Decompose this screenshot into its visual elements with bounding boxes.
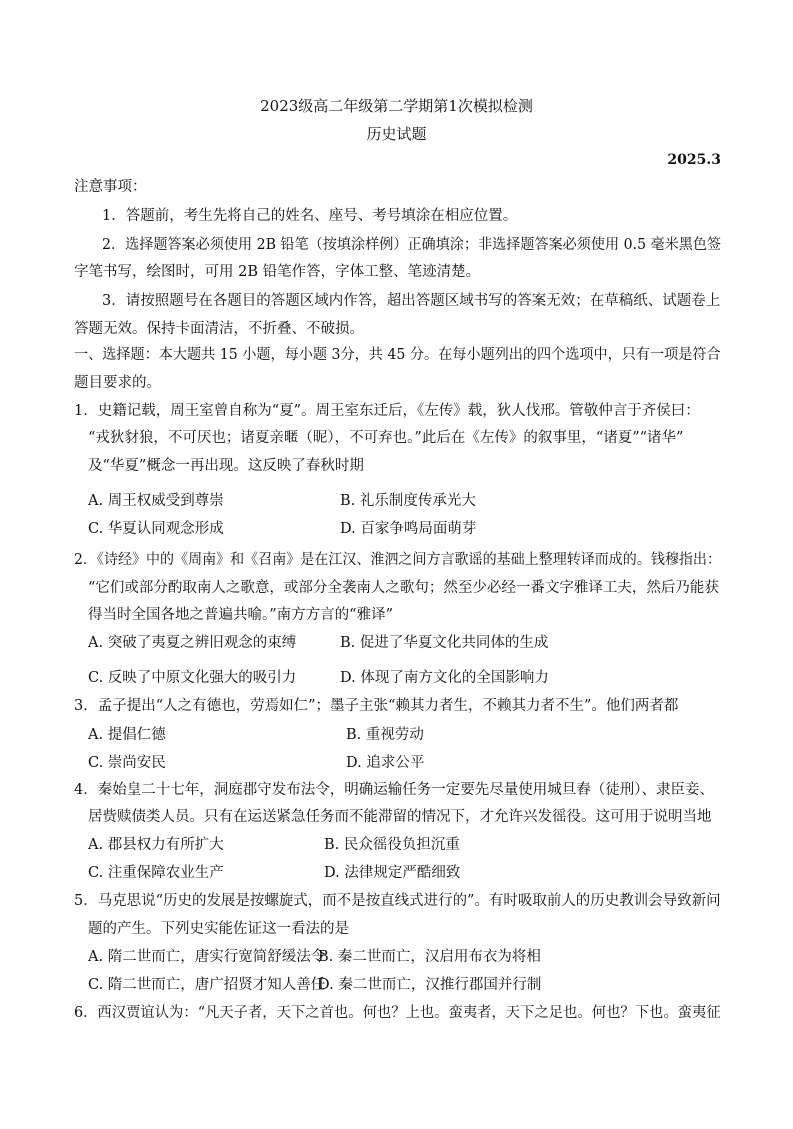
question-2-option-c: C. 反映了中原文化强大的吸引力: [88, 670, 297, 686]
question-2-line-2: “它们或部分酌取南人之歌意，或部分全袭南人之歌句；然至少必经一番文字雅译工夫，然后乃能获: [88, 580, 719, 596]
question-4-option-b: B. 民众徭役负担沉重: [324, 837, 460, 853]
question-3-option-c: C. 崇尚安民: [88, 755, 166, 771]
question-4-line-1: 4．秦始皇二十七年，洞庭郡守发布法令，明确运输任务一定要先尽量使用城旦舂（徒刑）、隶臣妾、: [74, 782, 714, 798]
question-5-option-d: D. 秦二世而亡，汉推行郡国并行制: [318, 977, 542, 993]
question-2-line-1: 2．《诗经》中的《周南》和《召南》是在江汉、淮泗之间方言歌谣的基础上整理转译而成的。钱穆指出：: [74, 552, 721, 568]
section-1-line-2: 题目要求的。: [74, 375, 161, 391]
question-5-line-2: 题的产生。下列史实能佐证这一看法的是: [88, 921, 349, 937]
question-2-option-a: A. 突破了夷夏之辨旧观念的束缚: [88, 635, 297, 651]
question-1-option-b: B. 礼乐制度传承光大: [340, 493, 476, 509]
question-3-option-b: B. 重视劳动: [346, 727, 424, 743]
question-4-option-d: D. 法律规定严酷细致: [324, 865, 461, 881]
question-6-line-1: 6．西汉贾谊认为：“凡天子者，天下之首也。何也？上也。蛮夷者，天下之足也。何也？下也。蛮夷征: [74, 1005, 721, 1021]
question-4-option-c: C. 注重保障农业生产: [88, 865, 224, 881]
question-5-option-c: C. 隋二世而亡，唐广招贤才知人善任: [88, 977, 326, 993]
question-1-line-3: 及“华夏”概念一再出现。这反映了春秋时期: [88, 458, 364, 474]
question-3-line-1: 3．孟子提出“人之有德也，劳焉如仁”；墨子主张“赖其力者生，不赖其力者不生”。他们两者都: [74, 698, 679, 714]
question-5-option-a: A. 隋二世而亡，唐实行宽简舒缓法令: [88, 949, 326, 965]
question-2-option-d: D. 体现了南方文化的全国影响力: [340, 670, 549, 686]
notice-heading: 注意事项：: [74, 179, 147, 195]
question-2-option-b: B. 促进了华夏文化共同体的生成: [340, 635, 549, 651]
question-4-line-2: 居赀赎债类人员。只有在运送紧急任务而不能滞留的情况下，才允许兴发徭役。这可用于说明当地: [88, 809, 712, 825]
question-1-option-c: C. 华夏认同观念形成: [88, 521, 224, 537]
question-1-option-d: D. 百家争鸣局面萌芽: [340, 521, 477, 537]
exam-date: 2025.3: [667, 152, 721, 168]
notice-item-1: 1．答题前，考生先将自己的姓名、座号、考号填涂在相应位置。: [102, 208, 518, 224]
exam-title: 2023级高二年级第二学期第1次模拟检测: [260, 97, 533, 115]
notice-item-2-line-2: 字笔书写，绘图时，可用 2B 铅笔作答，字体工整、笔迹清楚。: [74, 264, 481, 280]
subject-title: 历史试题: [366, 125, 427, 143]
question-5-line-1: 5．马克思说“历史的发展是按螺旋式，而不是按直线式进行的”。有时吸取前人的历史教训会导致新问: [74, 893, 721, 909]
question-2-line-3: 得当时全国各地之普遍共喻。”南方方言的“雅译”: [88, 607, 393, 623]
question-1-option-a: A. 周王权威受到尊崇: [88, 493, 224, 509]
question-3-option-d: D. 追求公平: [346, 755, 425, 771]
notice-item-2-line-1: 2．选择题答案必须使用 2B 铅笔（按填涂样例）正确填涂；非选择题答案必须使用 0.5 毫米黑色签: [102, 237, 722, 253]
question-1-line-1: 1．史籍记载，周王室曾自称为“夏”。周王室东迁后，《左传》载，狄人伐邢。管敬仲言于齐侯曰：: [74, 403, 700, 419]
question-5-option-b: B. 秦二世而亡，汉启用布衣为将相: [318, 949, 541, 965]
question-1-line-2: “戎狄豺狼，不可厌也；诸夏亲暱（昵），不可弃也。”此后在《左传》的叙事里，“诸夏”“诸华”: [88, 430, 684, 446]
question-3-option-a: A. 提倡仁德: [88, 727, 166, 743]
question-4-option-a: A. 郡县权力有所扩大: [88, 837, 224, 853]
notice-item-3-line-1: 3．请按照题号在各题目的答题区域内作答，超出答题区域书写的答案无效；在草稿纸、试题卷上: [102, 293, 721, 309]
section-1-line-1: 一、选择题：本大题共 15 小题，每小题 3分，共 45 分。在每小题列出的四个选项中，只有一项是符合: [74, 347, 721, 363]
notice-item-3-line-2: 答题无效。保持卡面清洁，不折叠、不破损。: [74, 321, 364, 337]
